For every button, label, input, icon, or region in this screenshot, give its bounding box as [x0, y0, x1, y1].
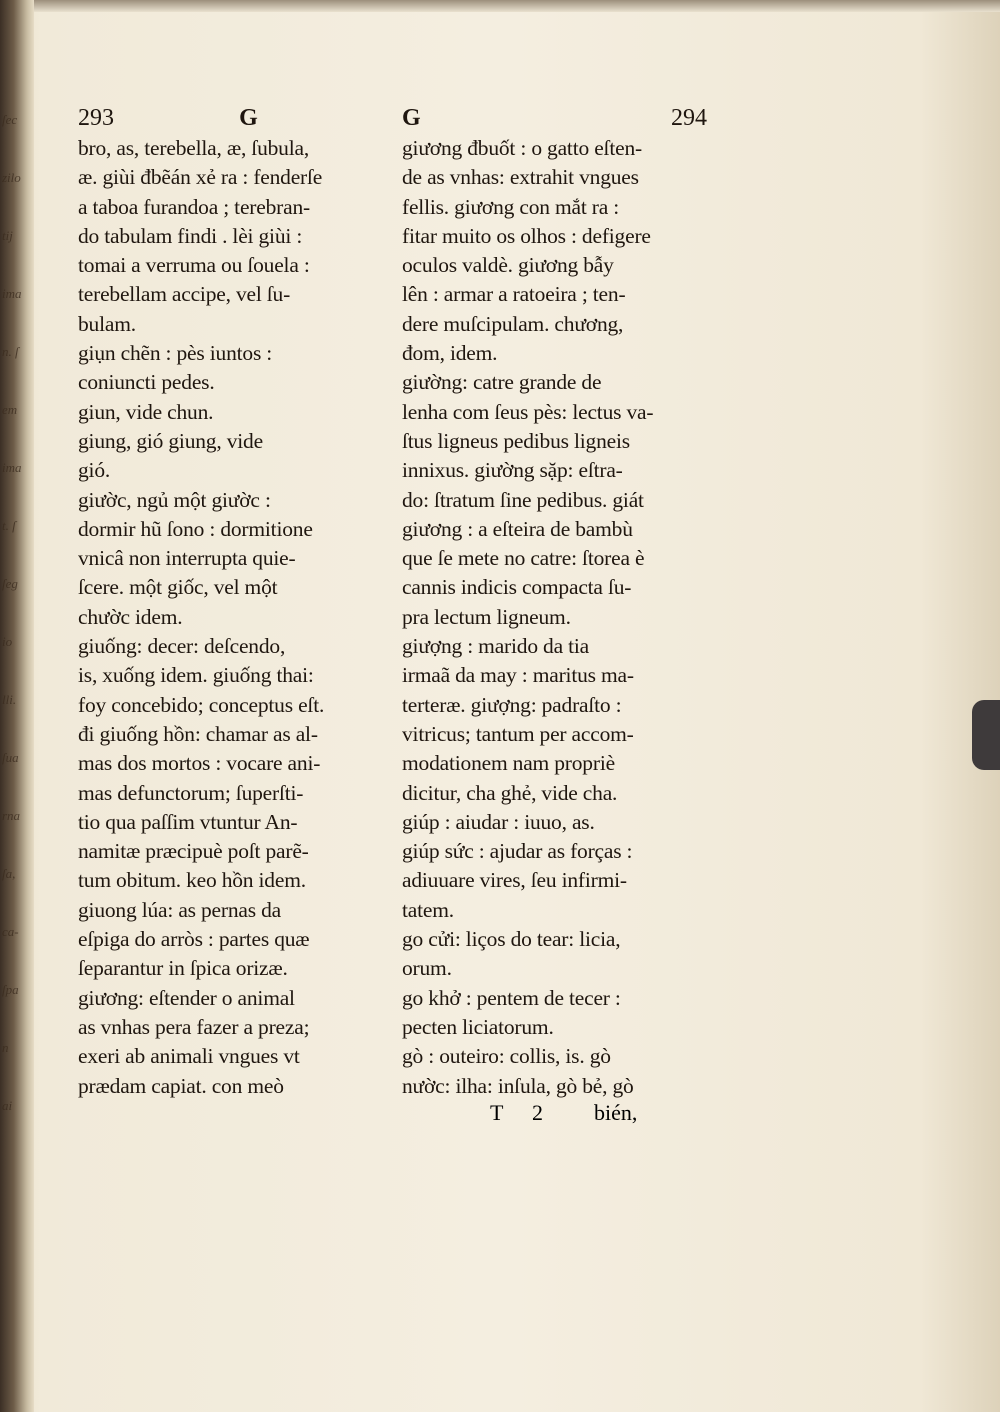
- bleed-fragment: n. ſ: [2, 344, 19, 359]
- text-line: go khở : pentem de tecer :: [402, 985, 621, 1010]
- left-header: [78, 102, 383, 134]
- text-line: as vnhas pera fazer a preza;: [78, 1014, 310, 1039]
- text-line: coniuncti pedes.: [78, 370, 215, 395]
- text-line: gió.: [78, 458, 111, 483]
- text-line: go cửi: liços do tear: licia,: [402, 927, 621, 952]
- bleed-fragment: ima: [2, 460, 22, 475]
- text-line: giụn chẽn : pès iuntos :: [78, 341, 273, 366]
- bleed-fragment: io: [2, 634, 13, 649]
- bookmark-tab: [972, 700, 1000, 770]
- bleed-fragment: t. ſ: [2, 518, 16, 533]
- text-line: orum.: [402, 956, 452, 981]
- text-line: a taboa furandoa ; terebran-: [78, 194, 310, 219]
- text-line: innixus. giường sặp: eſtra-: [402, 458, 623, 483]
- text-line: fellis. giương con mắt ra :: [402, 194, 620, 219]
- text-line: pecten liciatorum.: [402, 1014, 554, 1039]
- text-line: lenha com ſeus pès: lectus va-: [402, 399, 654, 424]
- right-header: [402, 102, 707, 134]
- text-line: giương : a eſteira de bambù: [402, 516, 633, 541]
- text-line: is, xuống idem. giuống thai:: [78, 663, 314, 688]
- text-line: giuong lúa: as pernas da: [78, 897, 281, 922]
- text-line: pra lectum ligneum.: [402, 604, 571, 629]
- text-line: prædam capiat. con meò: [78, 1073, 284, 1098]
- bleed-fragment: ima: [2, 286, 22, 301]
- text-line: giương đbuốt : o gatto eſten-: [402, 136, 642, 160]
- text-line: giường: catre grande de: [402, 370, 602, 395]
- signature-mark: T: [490, 1100, 504, 1125]
- right-header-letter: G: [402, 105, 421, 131]
- text-line: modationem nam propriè: [402, 751, 615, 776]
- page-top-edge: [0, 0, 1000, 12]
- text-line: do: ſtratum ſine pedibus. giát: [402, 487, 644, 512]
- text-line: terteræ. giượng: padraſto :: [402, 692, 622, 717]
- text-line: que ſe mete no catre: ſtorea è: [402, 546, 645, 571]
- text-line: bro, as, terebella, æ, ſubula,: [78, 136, 310, 160]
- text-line: giượng : marido da tia: [402, 634, 590, 659]
- text-line: dormir hũ ſono : dormitione: [78, 516, 313, 541]
- text-line: giúp sức : ajudar as forças :: [402, 839, 633, 864]
- text-line: namitæ præcipuè poſt parẽ-: [78, 839, 309, 864]
- left-header-letter: G: [239, 105, 258, 131]
- text-line: mas dos mortos : vocare ani-: [78, 751, 321, 776]
- text-line: æ. giùi đbẽán xẻ ra : fenderſe: [78, 165, 323, 190]
- text-line: ſeparantur in ſpica orizæ.: [78, 956, 288, 981]
- text-line: vitricus; tantum per accom-: [402, 721, 634, 746]
- bleed-fragment: ſua: [2, 750, 19, 765]
- left-column: [78, 102, 383, 1101]
- bleed-fragment: ſeg: [2, 576, 18, 591]
- text-line: vnicâ non interrupta quie-: [78, 546, 296, 571]
- text-line: irmaã da may : maritus ma-: [402, 663, 634, 688]
- bleed-fragment: ſa,: [2, 866, 16, 881]
- right-text-lines: [402, 134, 707, 1101]
- text-line: foy concebido; conceptus eſt.: [78, 692, 325, 717]
- text-line: chườc idem.: [78, 604, 183, 629]
- text-line: ſtus ligneus pedibus ligneis: [402, 428, 630, 453]
- right-column: [402, 102, 707, 1101]
- text-line: tomai a verruma ou ſouela :: [78, 253, 310, 278]
- text-line: lên : armar a ratoeira ; ten-: [402, 282, 626, 307]
- bleed-fragment: zilo: [2, 170, 21, 185]
- catchword: bién,: [594, 1100, 638, 1125]
- text-line: đom, idem.: [402, 341, 498, 366]
- left-page-number: 293: [78, 105, 114, 131]
- text-line: nườc: ilha: inſula, gò bẻ, gò: [402, 1073, 634, 1098]
- left-text-lines: [78, 134, 383, 1101]
- text-line: dere muſcipulam. chương,: [402, 311, 624, 336]
- text-line: giuống: decer: deſcendo,: [78, 634, 286, 659]
- bleed-fragment: ſec: [2, 112, 18, 127]
- bleed-fragment: ſpa: [2, 982, 19, 997]
- bleed-fragment: lli.: [2, 692, 17, 707]
- text-line: tatem.: [402, 897, 454, 922]
- text-line: gò : outeiro: collis, is. gò: [402, 1044, 611, 1069]
- bleed-fragment: n: [2, 1040, 9, 1055]
- bleed-fragment: ca-: [2, 924, 19, 939]
- text-line: tum obitum. keo hồn idem.: [78, 868, 306, 893]
- text-line: oculos valdè. giương bẫy: [402, 253, 614, 278]
- text-line: dicitur, cha ghẻ, vide cha.: [402, 780, 618, 805]
- text-line: giung, gió giung, vide: [78, 428, 263, 453]
- text-line: giun, vide chun.: [78, 399, 214, 424]
- text-line: de as vnhas: extrahit vngues: [402, 165, 639, 190]
- right-page-number: 294: [671, 105, 707, 131]
- text-line: giúp : aiudar : iuuo, as.: [402, 809, 595, 834]
- text-line: bulam.: [78, 311, 136, 336]
- signature-number: 2: [532, 1100, 543, 1125]
- text-line: do tabulam findi . lèi giùi :: [78, 223, 303, 248]
- text-line: fitar muito os olhos : defigere: [402, 223, 651, 248]
- text-line: eſpiga do arròs : partes quæ: [78, 927, 310, 952]
- text-line: terebellam accipe, vel ſu-: [78, 282, 291, 307]
- adjacent-page-bleed: [2, 110, 28, 1160]
- text-line: exeri ab animali vngues vt: [78, 1044, 300, 1069]
- bleed-fragment: rna: [2, 808, 21, 823]
- bleed-fragment: tij: [2, 228, 13, 243]
- bleed-fragment: em: [2, 402, 18, 417]
- bleed-fragment: ai: [2, 1098, 13, 1113]
- text-line: giườc, ngủ một giườc :: [78, 487, 271, 512]
- text-line: ſcere. một giốc, vel một: [78, 575, 278, 600]
- text-line: tio qua paſſim vtuntur An-: [78, 809, 298, 834]
- text-line: giương: eſtender o animal: [78, 985, 295, 1010]
- text-line: mas defunctorum; ſuperſti-: [78, 780, 304, 805]
- text-line: adiuuare vires, ſeu infirmi-: [402, 868, 627, 893]
- text-line: đi giuống hồn: chamar as al-: [78, 721, 318, 746]
- text-line: cannis indicis compacta ſu-: [402, 575, 632, 600]
